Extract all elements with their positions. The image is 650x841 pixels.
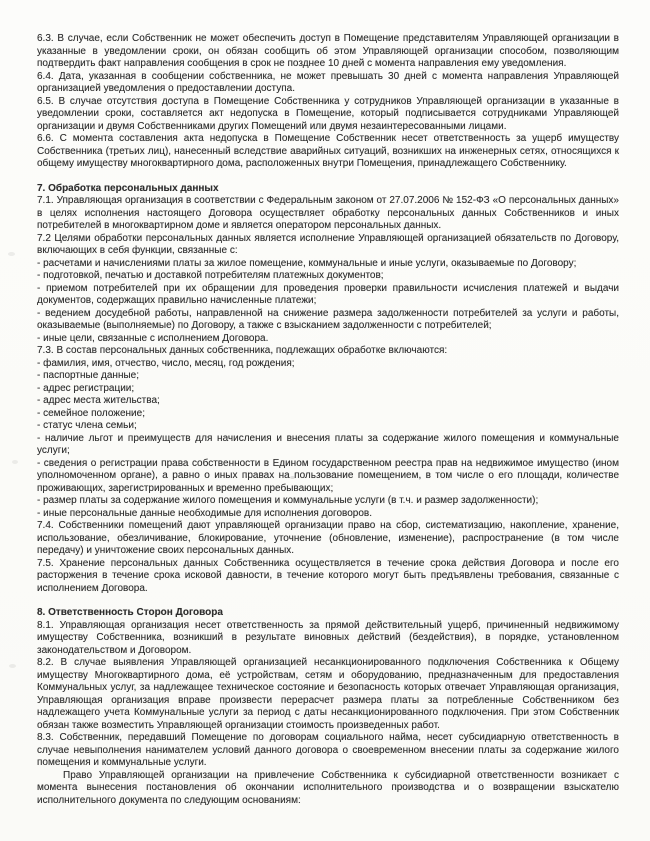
scan-artifact xyxy=(8,252,15,256)
clause-8-3: 8.3. Собственник, передавший Помещение по договорам социального найма, несет субсидиарную ответственность в случае невыполнения нанимателем условий данного договора о своевременном внесении платы за содержание жилого помещения и коммунальные услуги. xyxy=(37,732,619,768)
clause-6-3: 6.3. В случае, если Собственник не может обеспечить доступ в Помещение представителям Управляющей организации в указанные в уведомлении сроки, он обязан сообщить об этом Управляющей организации способом, позволяющим подтвердить факт направления сообщения в срок не позднее 10 дней с момента направления ему уведомления. xyxy=(37,33,619,69)
clause-7-3-item-9: - размер платы за содержание жилого помещения и коммунальные услуги (в т.ч. и размер задолженности); xyxy=(37,495,539,506)
clause-7-3-item-4: - адрес места жительства; xyxy=(37,395,160,406)
clause-7-2-item-5: - иные цели, связанные с исполнением Договора. xyxy=(37,332,269,344)
section-8-heading: 8. Ответственность Сторон Договора xyxy=(37,607,223,618)
clause-8-1: 8.1. Управляющая организация несет ответственность за прямой действительный ущерб, причиненный недвижимому имуществу Собственника, возникший в результате виновных действий (бездействия), в порядке, установленном законодательством и Договором. xyxy=(37,619,619,656)
scan-artifact xyxy=(9,664,16,668)
clause-7-3-item-7: - наличие льгот и преимуществ для начисления и внесения платы за содержание жилого помещения и коммунальные услуги; xyxy=(37,432,619,456)
clause-7-3-item-3: - адрес регистрации; xyxy=(37,382,135,394)
clause-7-2-item-4: - ведением досудебной работы, направленной на снижение размера задолженности потребителей за услуги и работы, оказываемые (выполняемые) по Договору, а также с взысканием задолженности с потребителей; xyxy=(37,307,619,331)
clause-7-3-item-6: - статус члена семьи; xyxy=(37,420,137,431)
clause-7-3: 7.3. В состав персональных данных собственника, подлежащих обработке включаются: xyxy=(37,345,448,356)
clause-7-3-item-1: - фамилия, имя, отчество, число, месяц, год рождения; xyxy=(37,357,295,369)
clause-7-3-item-5: - семейное положение; xyxy=(37,407,145,419)
clause-7-3-item-10: - иные персональные данные необходимые для исполнения договоров. xyxy=(37,507,372,519)
clause-7-3-item-8: - сведения о регистрации права собственности в Едином государственном реестра прав на недвижимое имущество (ином уполномоченном органе), а равно о иных правах на пользование помещением, в том числе о его площади, количестве проживающих, зарегистрированных и временно пребывающих; xyxy=(37,457,619,494)
clause-7-2-item-3: - приемом потребителей при их обращении для проведения проверки правильности исчисления платежей и выдачи документов, содержащих правильно начисленные платежи; xyxy=(37,282,619,306)
clause-7-3-item-2: - паспортные данные; xyxy=(37,370,140,381)
clause-6-4: 6.4. Дата, указанная в сообщении собственника, не может превышать 30 дней с момента направления Управляющей организацией уведомления о предоставлении доступа. xyxy=(37,70,619,94)
scan-artifact xyxy=(12,460,18,464)
clause-7-5: 7.5. Хранение персональных данных Собственника осуществляется в течение срока действия Договора и после его расторжения в течение срока исковой давности, в течение которого могут быть предъявлены требования, связанные с исполнением Договора. xyxy=(37,557,619,594)
clause-7-2-item-1: - расчетами и начислениями платы за жилое помещение, коммунальные и иные услуги, оказываемые по Договору; xyxy=(37,257,577,269)
clause-6-5: 6.5. В случае отсутствия доступа в Помещение Собственника у сотрудников Управляющей организации в указанные в уведомлении сроки, составляется акт недопуска в Помещение, который подписывается сотрудниками Управляющей организации и двумя Собственниками других Помещений или двумя незаинтересованными лицами. xyxy=(37,95,619,132)
section-7-heading: 7. Обработка персональных данных xyxy=(37,182,219,194)
clause-8-3-note: Право Управляющей организации на привлечение Собственника к субсидиарной ответственности возникает с момента вынесения постановления об окончании исполнительного производства и о возвращении взыскателю исполнительного документа по следующим основаниям: xyxy=(37,769,619,806)
clause-7-1: 7.1. Управляющая организация в соответствии с Федеральным законом от 27.07.2006 № 152-ФЗ «О персональных данных» в целях исполнения настоящего Договора осуществляет обработку персональных данных Собственников и иных потребителей в многоквартирном доме и является оператором персональных данных. xyxy=(37,195,619,231)
clause-6-6: 6.6. С момента составления акта недопуска в Помещение Собственник несет ответственность за ущерб имуществу Собственника (третьих лиц), нанесенный вследствие аварийных ситуаций, возникших на инженерных сетях, относящихся к общему имуществу многоквартирного дома, расположенных внутри Помещения, принадлежащего Собственнику. xyxy=(37,133,619,169)
clause-7-2-item-2: - подготовкой, печатью и доставкой потребителям платежных документов; xyxy=(37,270,384,281)
clause-7-4: 7.4. Собственники помещений дают управляющей организации право на сбор, систематизацию, накопление, хранение, использование, обезличивание, блокирование, уточнение (обновление, изменение), распространение (в том числе передачу) и уничтожение своих персональных данных. xyxy=(37,520,619,556)
clause-7-2: 7.2 Целями обработки персональных данных является исполнение Управляющей организацией обязательств по Договору, включающих в себя функции, связанные с: xyxy=(37,232,619,256)
clause-8-2: 8.2. В случае выявления Управляющей организацией несанкционированного подключения Собственника к Общему имуществу Многоквартирного дома, её устройствам, сетям и оборудованию, предназначенным для предоставления Коммунальных услуг, за надлежащее техническое состояние и безопасность которых отвечает Управляющая организация, Управляющая организация вправе произвести перерасчет размера платы за потребленные Собственником без надлежащего учета Коммунальные услуги за период с даты несанкционированного подключения. При этом Собственник обязан также возместить Управляющей организации стоимость произведенных работ. xyxy=(37,657,619,731)
